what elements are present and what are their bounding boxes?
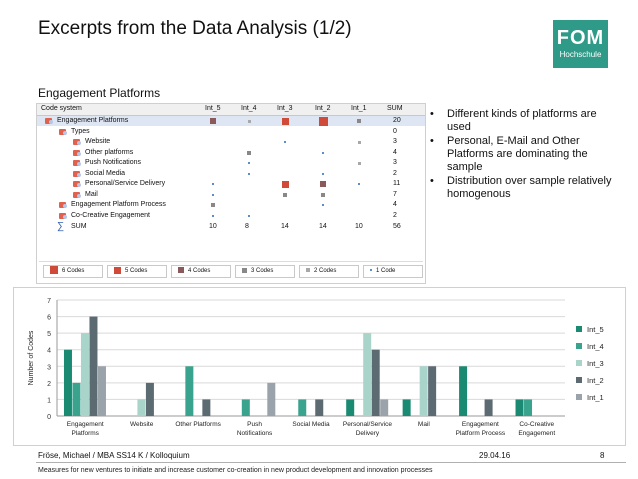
legend-swatch [576, 343, 582, 349]
code-icon [59, 129, 66, 135]
code-icon [73, 181, 80, 187]
legend-swatch [242, 268, 247, 273]
matrix-cell-marker [358, 183, 360, 185]
matrix-col-header: Int_3 [277, 105, 293, 112]
matrix-row-sum: 7 [393, 190, 397, 198]
matrix-row[interactable] [37, 200, 425, 210]
bullet-symbol: • [430, 108, 434, 120]
legend-swatch [50, 266, 58, 274]
sum-cell: 10 [355, 223, 363, 230]
x-tick-label: Engagement [66, 421, 104, 428]
bullet-item [427, 175, 617, 201]
matrix-row[interactable] [37, 211, 425, 221]
matrix-row-sum: 0 [393, 127, 397, 135]
bar-int-4 [72, 383, 80, 416]
legend-label: Int_2 [587, 376, 604, 385]
legend-item [43, 265, 103, 278]
bar-int-1 [267, 383, 275, 416]
matrix-cell-marker [248, 173, 250, 175]
matrix-cell-marker [212, 215, 214, 217]
legend-label: 3 Codes [251, 268, 274, 274]
matrix-row-label: Mail [85, 190, 98, 198]
bar-int-2 [202, 399, 210, 416]
code-matrix-legend [39, 261, 423, 279]
bar-int-2 [146, 383, 154, 416]
slide-title: Excerpts from the Data Analysis (1/2) [38, 18, 352, 39]
legend-swatch [576, 377, 582, 383]
legend-swatch [576, 360, 582, 366]
legend-label: 6 Codes [62, 268, 85, 274]
matrix-col-header: Int_1 [351, 105, 367, 112]
legend-label: Int_1 [587, 393, 604, 402]
bullet-item [427, 135, 617, 174]
x-tick-label: Platforms [71, 430, 99, 437]
y-tick-label: 7 [47, 298, 51, 305]
matrix-row-label: Engagement Platform Process [71, 201, 166, 208]
legend-label: Int_4 [587, 342, 604, 351]
legend-label: Int_3 [587, 359, 604, 368]
legend-item [107, 265, 167, 278]
y-tick-label: 6 [47, 314, 51, 322]
matrix-row-sum: 4 [393, 201, 397, 208]
matrix-row-sum: 3 [393, 138, 397, 145]
matrix-row-sum: 2 [393, 211, 397, 219]
bar-int-2 [372, 350, 380, 416]
matrix-row[interactable] [37, 169, 425, 179]
bar-int-4 [298, 399, 306, 416]
bullet-text: Personal, E-Mail and Other Platforms are dominating the sample [447, 135, 588, 173]
x-tick-label: Engagement [518, 430, 556, 437]
bullet-list [427, 108, 617, 202]
legend-item [235, 265, 295, 278]
y-tick-label: 4 [47, 347, 51, 355]
logo-main-text: FOM [556, 27, 605, 49]
x-tick-label: Other Platforms [175, 421, 221, 428]
bar-int-5 [459, 366, 467, 416]
code-icon [73, 171, 80, 177]
matrix-row-sum: 4 [393, 148, 397, 156]
x-tick-label: Notifications [236, 430, 273, 437]
bullet-symbol: • [430, 175, 434, 187]
sum-cell: 14 [281, 223, 289, 230]
legend-label: 4 Codes [188, 268, 211, 274]
sigma-icon: ∑ [57, 221, 65, 232]
matrix-col-header: Int_5 [205, 105, 221, 112]
matrix-cell-marker [283, 193, 287, 197]
bar-int-1 [98, 366, 106, 416]
matrix-col-header: Int_4 [241, 105, 257, 112]
bar-int-3 [137, 399, 145, 416]
x-tick-label: Platform Process [455, 430, 506, 437]
matrix-cell-marker [282, 181, 289, 188]
y-tick-label: 5 [47, 331, 51, 339]
code-icon [73, 150, 80, 156]
matrix-cell-marker [212, 194, 214, 196]
x-tick-label: Engagement [461, 421, 499, 428]
legend-label: 2 Codes [314, 268, 337, 274]
matrix-cell-marker [357, 119, 361, 123]
matrix-row[interactable] [37, 137, 425, 147]
legend-label: 5 Codes [125, 268, 148, 274]
code-icon [59, 202, 66, 208]
code-matrix-screenshot [36, 103, 426, 284]
matrix-cell-marker [210, 118, 216, 124]
matrix-cell-marker [358, 141, 361, 144]
bar-int-2 [89, 317, 97, 416]
matrix-col-header: Int_2 [315, 105, 331, 112]
bar-chart [14, 288, 625, 445]
bullet-text: Distribution over sample relatively homogenous [447, 175, 612, 200]
matrix-row-label: Website [85, 138, 111, 145]
x-tick-label: Co-Creative [519, 421, 555, 428]
sum-row-label: SUM [71, 223, 87, 230]
matrix-row[interactable] [37, 127, 425, 137]
x-tick-label: Personal/Service [342, 421, 393, 428]
legend-item [171, 265, 231, 278]
code-matrix-header [37, 104, 425, 116]
matrix-row[interactable] [37, 116, 425, 126]
logo-sub-text: Hochschule [559, 50, 602, 59]
x-tick-label: Push [247, 421, 262, 428]
matrix-cell-marker [248, 162, 250, 164]
legend-label: Int_5 [587, 325, 604, 334]
y-axis-label: Number of Codes [28, 330, 35, 386]
y-tick-label: 1 [47, 397, 51, 405]
bar-int-5 [516, 399, 524, 416]
bar-int-5 [64, 350, 72, 416]
x-tick-label: Website [129, 421, 154, 428]
bar-int-3 [363, 333, 371, 416]
page-number: 8 [600, 451, 605, 460]
footer-date: 29.04.16 [479, 451, 511, 460]
bar-chart-frame [13, 287, 626, 446]
matrix-cell-marker [322, 204, 324, 206]
bullet-item [427, 108, 617, 134]
matrix-row[interactable] [37, 190, 425, 200]
code-icon [73, 192, 80, 198]
legend-item [363, 265, 423, 278]
bar-int-1 [380, 399, 388, 416]
matrix-row-sum: 11 [393, 180, 401, 187]
matrix-row-label: Co-Creative Engagement [71, 211, 150, 219]
matrix-row-label: Types [71, 127, 90, 135]
footer-divider [36, 462, 626, 463]
matrix-row-label: Engagement Platforms [57, 117, 129, 124]
bar-int-4 [524, 399, 532, 416]
sum-total: 56 [393, 223, 401, 230]
matrix-cell-marker [211, 203, 215, 207]
code-icon [45, 118, 52, 124]
matrix-cell-marker [322, 173, 324, 175]
bullet-symbol: • [430, 135, 434, 147]
x-tick-label: Social Media [292, 421, 330, 428]
code-icon [73, 139, 80, 145]
sum-cell: 8 [245, 223, 249, 230]
matrix-row-sum: 2 [393, 169, 397, 177]
bullet-text: Different kinds of platforms are used [447, 108, 597, 133]
matrix-row-label: Push Notifications [85, 159, 142, 166]
matrix-row-sum: 20 [393, 117, 401, 124]
legend-swatch [178, 267, 184, 273]
matrix-col-header: Code system [41, 105, 82, 112]
matrix-cell-marker [248, 120, 251, 123]
matrix-row-label: Other platforms [85, 148, 134, 156]
footer-author: Fröse, Michael / MBA SS14 K / Kolloquium [38, 451, 190, 460]
matrix-cell-marker [248, 215, 250, 217]
y-tick-label: 3 [47, 364, 51, 372]
matrix-row[interactable] [37, 158, 425, 168]
matrix-sum-row [37, 222, 425, 232]
y-tick-label: 2 [47, 380, 51, 388]
bar-int-2 [485, 399, 493, 416]
legend-swatch [576, 326, 582, 332]
x-tick-label: Delivery [355, 430, 380, 437]
bar-int-3 [420, 366, 428, 416]
matrix-row-label: Personal/Service Delivery [85, 180, 166, 187]
matrix-cell-marker [212, 183, 214, 185]
bar-int-2 [315, 399, 323, 416]
bar-int-3 [81, 333, 89, 416]
matrix-cell-marker [321, 193, 325, 197]
section-subtitle: Engagement Platforms [38, 86, 161, 100]
bar-int-2 [428, 366, 436, 416]
bar-int-4 [185, 366, 193, 416]
bar-int-4 [242, 399, 250, 416]
matrix-cell-marker [322, 152, 324, 154]
matrix-row[interactable] [37, 148, 425, 158]
bar-int-5 [403, 399, 411, 416]
sum-cell: 10 [209, 223, 217, 230]
matrix-cell-marker [319, 117, 328, 126]
legend-swatch [576, 394, 582, 400]
x-tick-label: Mail [417, 421, 430, 428]
matrix-row-sum: 3 [393, 159, 397, 166]
matrix-cell-marker [284, 141, 286, 143]
code-icon [73, 160, 80, 166]
fom-logo [553, 20, 608, 68]
legend-label: 1 Code [376, 268, 396, 274]
sum-cell: 14 [319, 223, 327, 230]
legend-swatch [370, 269, 372, 271]
matrix-row-label: Social Media [85, 169, 126, 177]
matrix-cell-marker [282, 118, 289, 125]
footer-subtitle: Measures for new ventures to initiate and increase customer co-creation in new product development and innovation processes [38, 467, 433, 474]
code-icon [59, 213, 66, 219]
matrix-cell-marker [247, 151, 251, 155]
matrix-row[interactable] [37, 179, 425, 189]
matrix-cell-marker [358, 162, 361, 165]
legend-swatch [306, 268, 310, 272]
matrix-col-header: SUM [387, 105, 403, 112]
legend-swatch [114, 267, 121, 274]
y-tick-label: 0 [47, 414, 51, 421]
matrix-cell-marker [320, 181, 326, 187]
bar-int-5 [346, 399, 354, 416]
legend-item [299, 265, 359, 278]
